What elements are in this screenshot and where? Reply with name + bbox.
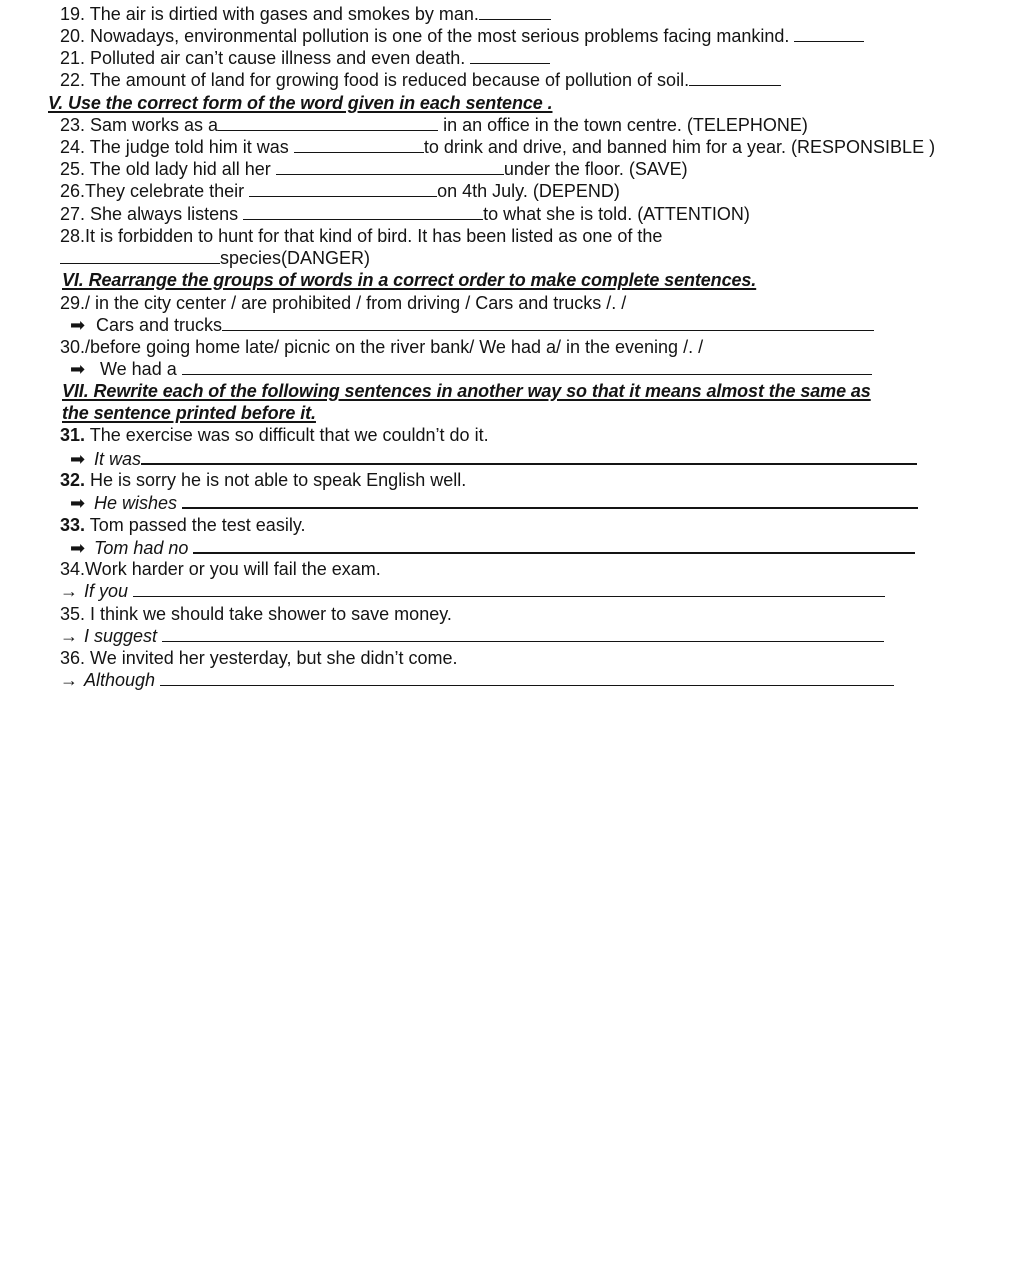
section-5-heading: V. Use the correct form of the word given in each sentence . bbox=[48, 93, 553, 113]
question-28-continued bbox=[60, 247, 370, 269]
answer-blank[interactable] bbox=[222, 314, 874, 331]
answer-blank[interactable] bbox=[294, 136, 424, 153]
answer-blank[interactable] bbox=[276, 158, 504, 175]
answer-line-30 bbox=[70, 358, 872, 380]
question-text: 28.It is forbidden to hunt for that kind of bird. It has been listed as one of the bbox=[60, 226, 663, 246]
arrow-right-icon: ➡ bbox=[70, 493, 86, 513]
arrow-right-icon: ➡ bbox=[70, 538, 86, 558]
question-text: The exercise was so difficult that we couldn’t do it. bbox=[85, 425, 489, 445]
answer-blank[interactable] bbox=[162, 625, 884, 642]
answer-blank[interactable] bbox=[689, 69, 781, 86]
answer-blank[interactable] bbox=[193, 536, 915, 554]
answer-blank[interactable] bbox=[479, 3, 551, 20]
answer-start: If you bbox=[84, 581, 129, 601]
question-text: 26.They celebrate their bbox=[60, 181, 245, 201]
answer-line-35 bbox=[60, 625, 884, 647]
question-text: 36. We invited her yesterday, but she didn’t come. bbox=[60, 648, 458, 668]
question-27 bbox=[60, 203, 750, 225]
answer-start: It was bbox=[94, 449, 142, 469]
question-20 bbox=[60, 25, 864, 47]
question-text: 24. The judge told him it was bbox=[60, 137, 289, 157]
answer-start: Cars and trucks bbox=[96, 315, 223, 335]
question-24 bbox=[60, 136, 935, 158]
answer-blank[interactable] bbox=[182, 491, 918, 509]
question-number: 33. bbox=[60, 515, 86, 535]
answer-start: Tom had no bbox=[94, 538, 189, 558]
question-34 bbox=[60, 558, 381, 580]
question-text: 23. Sam works as a bbox=[60, 115, 219, 135]
question-text: 27. She always listens bbox=[60, 204, 239, 224]
answer-blank[interactable] bbox=[182, 358, 872, 375]
answer-blank[interactable] bbox=[160, 669, 894, 686]
question-text: species(DANGER) bbox=[220, 248, 371, 268]
question-text: to drink and drive, and banned him for a year. (RESPONSIBLE ) bbox=[423, 137, 936, 157]
section-7-heading: VII. Rewrite each of the following sentences in another way so that it means almost the same as bbox=[62, 381, 871, 401]
question-33 bbox=[60, 514, 305, 536]
question-text: 21. Polluted air can’t cause illness and even death. bbox=[60, 48, 466, 68]
answer-start: He wishes bbox=[94, 493, 178, 513]
question-text: 30./before going home late/ picnic on the river bank/ We had a/ in the evening /. / bbox=[60, 337, 704, 357]
answer-line-32 bbox=[70, 491, 918, 513]
question-text: to what she is told. (ATTENTION) bbox=[483, 204, 750, 224]
question-29 bbox=[60, 292, 626, 314]
arrow-right-icon: ➡ bbox=[70, 315, 86, 335]
answer-blank[interactable] bbox=[141, 447, 917, 465]
answer-blank[interactable] bbox=[133, 580, 885, 597]
answer-line-33 bbox=[70, 536, 915, 558]
arrow-right-icon: → bbox=[60, 670, 78, 690]
answer-start: We had a bbox=[100, 359, 177, 379]
question-26 bbox=[60, 180, 620, 202]
question-text: 19. The air is dirtied with gases and smokes by man. bbox=[60, 4, 479, 24]
question-25 bbox=[60, 158, 688, 180]
question-text: in an office in the town centre. (TELEPHONE) bbox=[438, 115, 808, 135]
question-21 bbox=[60, 47, 550, 69]
arrow-right-icon: → bbox=[60, 581, 78, 601]
answer-line-36 bbox=[60, 669, 894, 691]
question-28 bbox=[60, 225, 662, 247]
question-text: Tom passed the test easily. bbox=[85, 515, 306, 535]
section-6-heading: VI. Rearrange the groups of words in a correct order to make complete sentences. bbox=[62, 270, 757, 290]
question-text: 20. Nowadays, environmental pollution is one of the most serious problems facing mankind. bbox=[60, 26, 790, 46]
question-31 bbox=[60, 424, 489, 446]
answer-start: Although bbox=[84, 670, 156, 690]
answer-blank[interactable] bbox=[794, 25, 864, 42]
answer-line-29 bbox=[70, 314, 874, 336]
answer-blank[interactable] bbox=[218, 114, 438, 131]
arrow-right-icon: → bbox=[60, 626, 78, 646]
question-32 bbox=[60, 469, 466, 491]
answer-line-31 bbox=[70, 447, 917, 469]
question-30 bbox=[60, 336, 703, 358]
question-text: under the floor. (SAVE) bbox=[503, 159, 688, 179]
arrow-right-icon: ➡ bbox=[70, 449, 86, 469]
question-number: 31. bbox=[60, 425, 86, 445]
question-35 bbox=[60, 603, 452, 625]
section-7-heading-line2: the sentence printed before it. bbox=[62, 403, 316, 423]
answer-blank[interactable] bbox=[243, 203, 483, 220]
question-text: 29./ in the city center / are prohibited / from driving / Cars and trucks /. / bbox=[60, 293, 627, 313]
question-text: 22. The amount of land for growing food is reduced because of pollution of soil. bbox=[60, 70, 690, 90]
question-text: 35. I think we should take shower to save money. bbox=[60, 604, 452, 624]
question-23 bbox=[60, 114, 808, 136]
question-text: 25. The old lady hid all her bbox=[60, 159, 271, 179]
arrow-right-icon: ➡ bbox=[70, 359, 86, 379]
question-text: 34.Work harder or you will fail the exam. bbox=[60, 559, 381, 579]
answer-line-34 bbox=[60, 580, 885, 602]
question-36 bbox=[60, 647, 458, 669]
question-22 bbox=[60, 69, 781, 91]
answer-blank[interactable] bbox=[470, 47, 550, 64]
question-number: 32. bbox=[60, 470, 86, 490]
answer-start: I suggest bbox=[84, 626, 158, 646]
answer-blank[interactable] bbox=[60, 247, 220, 264]
question-text: He is sorry he is not able to speak English well. bbox=[85, 470, 467, 490]
question-19 bbox=[60, 3, 551, 25]
question-text: on 4th July. (DEPEND) bbox=[437, 181, 620, 201]
answer-blank[interactable] bbox=[249, 180, 437, 197]
